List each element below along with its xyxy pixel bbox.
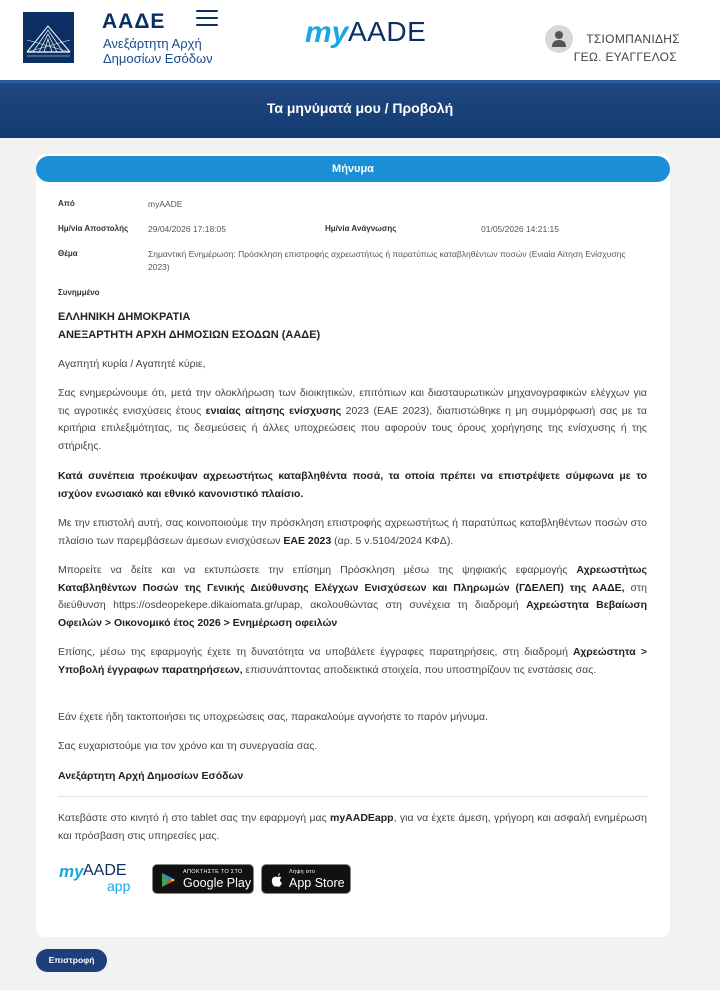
app-logo-my: my — [59, 862, 84, 881]
body-paragraph-7: Σας ευχαριστούμε για τον χρόνο και τη συνεργασία σας. — [58, 740, 318, 752]
google-play-label: Google Play — [183, 876, 252, 890]
body-paragraph-4: Μπορείτε να δείτε και να εκτυπώσετε την επίσημη Πρόσκληση μέσω της ψηφιακής εφαρμογής Αχρεωστήτως Καταβληθέντων Ποσών της Γενικής Διεύθυνσης Ελέγχων Ενισχύσεων και Πληρωμών (ΓΔΕΛΕΠ) της ΑΑΔΕ, στη διεύθυνση https://osdeopekepe.dikaiomata.gr/upap, ακολουθώντας στη συνέχεια τη διαδρομή Αχρεώστητα Βεβαίωση Οφειλών > Οικονομικό έτος 2026 > Ενημέρωση οφειλών — [58, 564, 647, 629]
page-title: Τα μηνύματά μου / Προβολή — [266, 100, 454, 116]
read-date-label: Ημ/νία Ανάγνωσης — [325, 224, 397, 233]
user-avatar-icon[interactable] — [545, 25, 573, 53]
sent-date-value: 29/04/2026 17:18:05 — [148, 224, 226, 234]
body-heading-2: ΑΝΕΞΑΡΤΗΤΗ ΑΡΧΗ ΔΗΜΟΣΙΩΝ ΕΣΟΔΩΝ (ΑΑΔΕ) — [58, 329, 321, 341]
app-store-small-text: Λήψη στο — [289, 869, 316, 875]
myaade-app-logo — [59, 862, 134, 896]
google-play-icon — [161, 872, 176, 888]
logo-subtitle-line1: Ανεξάρτητη Αρχή — [103, 36, 202, 51]
google-play-button[interactable] — [152, 864, 254, 894]
card-title: Μήνυμα — [36, 156, 670, 182]
app-store-button[interactable] — [261, 864, 351, 894]
logo-subtitle-line2: Δημοσίων Εσόδων — [103, 51, 213, 66]
body-heading-1: ΕΛΛΗΝΙΚΗ ΔΗΜΟΚΡΑΤΙΑ — [58, 311, 191, 323]
body-paragraph-1: Σας ενημερώνουμε ότι, μετά την ολοκλήρωση των διοικητικών, επιτόπιων και διασταυρωτικών μηχανογραφικών ελέγχων για τις αγροτικές ενισχύσεις έτους ενιαίας αίτησης ενίσχυσης 2023 (ΕΑΕ 2023), διαπιστώθηκε η μη συμμόρφωσή σας με τα κριτήρια επιλεξιμότητας, τις δεσμεύσεις ή άλλες υποχρεώσεις που αφορούν τους όρους χορήγησης της ενίσχυσης ή της στήριξης. — [58, 387, 647, 452]
brand-my: my — [305, 16, 349, 49]
body-signature: Ανεξάρτητη Αρχή Δημοσίων Εσόδων — [58, 770, 244, 782]
read-date-value: 01/05/2026 14:21:15 — [481, 224, 559, 234]
page-banner — [0, 80, 720, 138]
back-button[interactable]: Επιστροφή — [36, 949, 107, 972]
body-paragraph-6: Εάν έχετε ήδη τακτοποιήσει τις υποχρεώσεις σας, παρακαλούμε αγνοήστε το παρόν μήνυμα. — [58, 711, 488, 723]
app-logo-app: app — [107, 878, 131, 894]
message-card — [36, 154, 670, 937]
body-paragraph-2: Κατά συνέπεια προέκυψαν αχρεωστήτως καταβληθέντα ποσά, τα οποία πρέπει να επιστρέψετε σύμφωνα με το ισχύον ενωσιακό και εθνικό κανονιστικό πλαίσιο. — [58, 470, 647, 500]
apple-icon — [270, 872, 285, 888]
subject-label: Θέμα — [58, 249, 78, 258]
from-label: Από — [58, 199, 75, 208]
user-given-name[interactable]: ΓΕΩ. ΕΥΑΓΓΕΛΟΣ — [573, 50, 677, 64]
logo-name: ΑΑΔΕ — [102, 10, 166, 33]
top-header — [0, 0, 720, 80]
user-surname[interactable]: ΤΣΙΟΜΠΑΝΙΔΗΣ — [586, 32, 680, 46]
body-greeting: Αγαπητή κυρία / Αγαπητέ κύριε, — [58, 358, 206, 370]
brand-aade: AADE — [348, 16, 427, 47]
aade-logo-icon[interactable] — [23, 12, 74, 63]
app-store-label: App Store — [289, 876, 345, 890]
divider — [58, 796, 647, 797]
from-value: myAADE — [148, 199, 183, 209]
app-logo-aade: AADE — [83, 862, 127, 879]
hamburger-menu-icon[interactable] — [196, 10, 218, 26]
body-paragraph-5: Επίσης, μέσω της εφαρμογής έχετε τη δυνατότητα να υποβάλετε έγγραφες παρατηρήσεις, στη διαδρομή Αχρεώστητα > Υποβολή έγγραφων παρατηρήσεων, επισυνάπτοντας αποδεικτικά στοιχεία, που υποστηρίζουν τις ενστάσεις σας. — [58, 646, 647, 676]
app-promo-text: Κατεβάστε στο κινητό ή στο tablet σας την εφαρμογή μας myAADEapp, για να έχετε άμεση, γρήγορη και ασφαλή ενημέρωση και πρόσβαση στις υπηρεσίες μας. — [58, 812, 647, 842]
subject-value: Σημαντική Ενημέρωση: Πρόσκληση επιστροφής αχρεωστήτως ή παρατύπως καταβληθέντων ποσών (Ενιαία Αίτηση Ενίσχυσης 2023) — [148, 249, 626, 272]
body-paragraph-3: Με την επιστολή αυτή, σας κοινοποιούμε την πρόσκληση επιστροφής αχρεωστήτως ή παρατύπως καταβληθέντων ποσών στο πλαίσιο των παρεμβάσεων άμεσων ενισχύσεων ΕΑΕ 2023 (αρ. 5 ν.5104/2024 ΚΦΔ). — [58, 517, 647, 547]
sent-date-label: Ημ/νία Αποστολής — [58, 224, 129, 233]
attachment-label: Συνημμένο — [58, 288, 100, 297]
google-play-small-text: ΑΠΟΚΤΗΣΤΕ ΤΟ ΣΤΟ — [183, 869, 243, 875]
